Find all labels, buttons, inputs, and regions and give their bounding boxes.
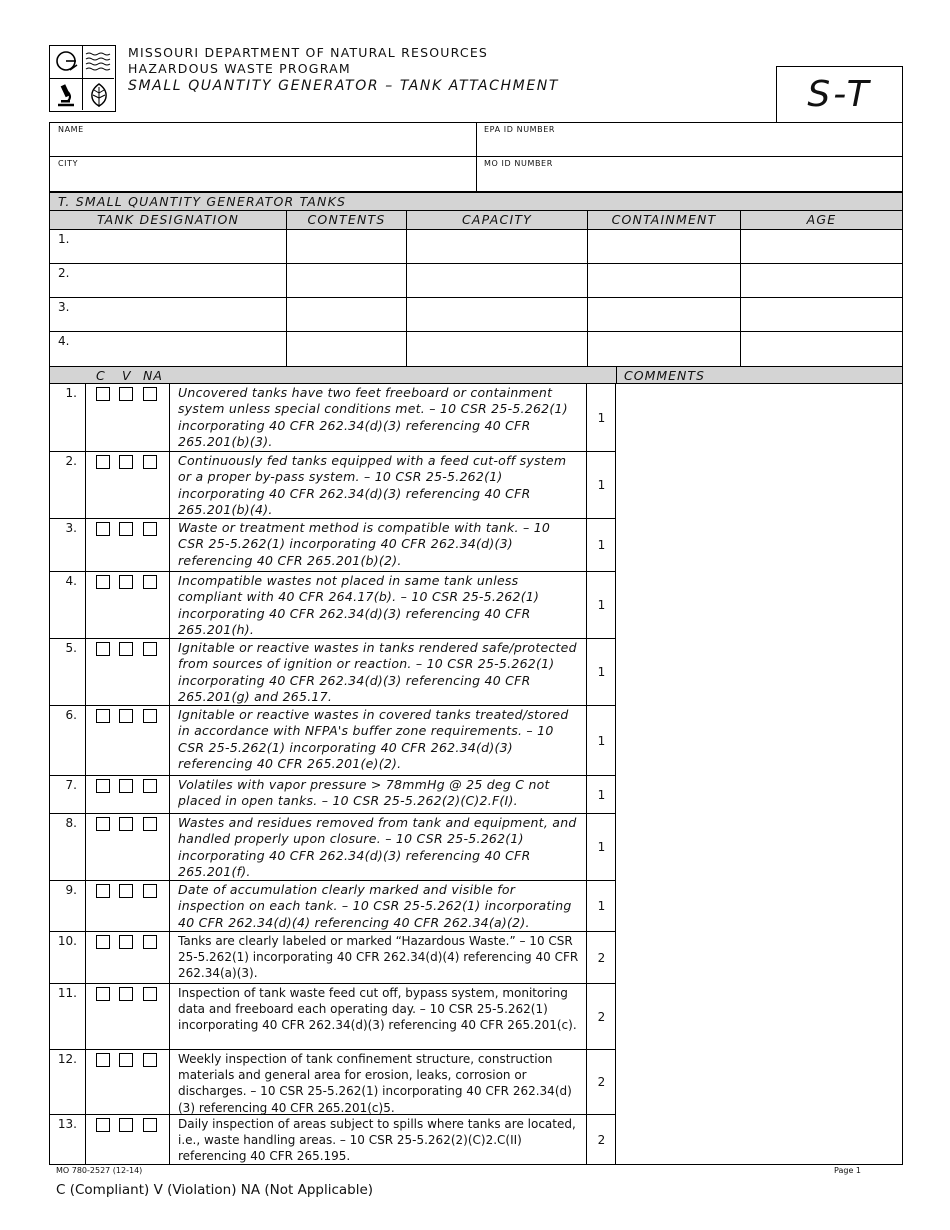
compliant-checkbox[interactable]	[96, 642, 110, 656]
tank-row	[50, 298, 902, 332]
sun-icon	[50, 46, 82, 78]
item-text: Waste or treatment method is compatible with tank. – 10 CSR 25-5.262(1) incorporating 40 CFR 262.34(d)(3) referencing 40 CFR 265.201(b)(2).	[178, 520, 551, 568]
form-number: MO 780-2527 (12-14)	[56, 1166, 143, 1175]
capacity-cell[interactable]	[407, 298, 588, 331]
compliant-checkbox[interactable]	[96, 1053, 110, 1067]
violation-checkbox[interactable]	[119, 575, 133, 589]
capacity-cell[interactable]	[407, 230, 588, 263]
tank-table	[49, 210, 903, 367]
item-number: 4.	[50, 572, 86, 638]
not-applicable-checkbox[interactable]	[143, 817, 157, 831]
checklist-item	[49, 452, 616, 519]
not-applicable-checkbox[interactable]	[143, 779, 157, 793]
compliant-checkbox[interactable]	[96, 387, 110, 401]
item-number: 6.	[50, 706, 86, 775]
item-number: 12.	[50, 1050, 86, 1114]
not-applicable-checkbox[interactable]	[143, 455, 157, 469]
containment-cell[interactable]	[588, 332, 741, 366]
contents-cell[interactable]	[287, 230, 407, 263]
leaf-icon	[83, 79, 115, 111]
checklist-item	[49, 932, 616, 984]
dnr-logo	[49, 45, 116, 112]
compliant-checkbox[interactable]	[96, 884, 110, 898]
item-level: 2	[586, 932, 616, 983]
agency-name: MISSOURI DEPARTMENT OF NATURAL RESOURCES	[128, 45, 489, 60]
item-text: Continuously fed tanks equipped with a feed cut-off system or a proper by-pass system. – 10 CSR 25-5.262(1) incorporating 40 CFR 262.34(d)(3) referencing 40 CFR 265.201(b)(4).	[178, 453, 567, 518]
item-text: Incompatible wastes not placed in same tank unless compliant with 40 CFR 264.17(b). – 10 CSR 25-5.262(1) incorporating 40 CFR 262.34(d)(3) referencing 40 CFR 265.201(h).	[178, 573, 540, 638]
tank-row	[50, 264, 902, 298]
item-level: 1	[586, 881, 616, 931]
checklist-item	[49, 639, 616, 706]
program-name: HAZARDOUS WASTE PROGRAM	[128, 61, 351, 76]
col-containment: CONTAINMENT	[588, 211, 741, 229]
checklist	[49, 384, 616, 1165]
item-number: 8.	[50, 814, 86, 880]
not-applicable-checkbox[interactable]	[143, 1118, 157, 1132]
not-applicable-checkbox[interactable]	[143, 884, 157, 898]
not-applicable-checkbox[interactable]	[143, 709, 157, 723]
name-field[interactable]: NAME	[58, 125, 84, 134]
item-number: 11.	[50, 984, 86, 1049]
violation-checkbox[interactable]	[119, 987, 133, 1001]
city-field[interactable]: CITY	[58, 159, 79, 168]
tank-table-header	[50, 211, 902, 230]
checklist-header	[49, 366, 903, 384]
violation-checkbox[interactable]	[119, 455, 133, 469]
item-level: 1	[586, 572, 616, 638]
water-icon	[83, 46, 115, 78]
contents-cell[interactable]	[287, 264, 407, 297]
item-level: 1	[586, 452, 616, 518]
comments-area[interactable]	[615, 384, 903, 1165]
violation-checkbox[interactable]	[119, 522, 133, 536]
age-cell[interactable]	[741, 230, 902, 263]
compliant-checkbox[interactable]	[96, 522, 110, 536]
violation-checkbox[interactable]	[119, 884, 133, 898]
item-number: 7.	[50, 776, 86, 813]
item-number: 1.	[50, 384, 86, 451]
violation-checkbox[interactable]	[119, 935, 133, 949]
item-number: 13.	[50, 1115, 86, 1164]
containment-cell[interactable]	[588, 264, 741, 297]
epa-id-field[interactable]: EPA ID NUMBER	[484, 125, 556, 134]
form-title: SMALL QUANTITY GENERATOR – TANK ATTACHMENT	[128, 78, 559, 94]
tank-designation-cell[interactable]: 2.	[50, 264, 287, 297]
not-applicable-checkbox[interactable]	[143, 387, 157, 401]
comments-label: COMMENTS	[624, 368, 705, 383]
checklist-item	[49, 984, 616, 1050]
item-level: 1	[586, 814, 616, 880]
col-age: AGE	[806, 212, 837, 227]
violation-checkbox[interactable]	[119, 642, 133, 656]
containment-cell[interactable]	[588, 230, 741, 263]
item-level: 2	[586, 1050, 616, 1114]
item-text: Ignitable or reactive wastes in tanks rendered safe/protected from sources of ignition or reaction. – 10 CSR 25-5.262(1) incorporating 40 CFR 262.34(d)(3) referencing 40 CFR 265.201(g) and 265.17.	[178, 640, 577, 705]
capacity-cell[interactable]	[407, 264, 588, 297]
violation-checkbox[interactable]	[119, 1118, 133, 1132]
violation-checkbox[interactable]	[119, 779, 133, 793]
item-text: Volatiles with vapor pressure > 78mmHg @ 25 deg C not placed in open tanks. – 10 CSR 25-5.262(2)(C)2.F(I).	[178, 777, 550, 809]
not-applicable-checkbox[interactable]	[143, 935, 157, 949]
checklist-item	[49, 384, 616, 452]
tank-designation-cell[interactable]: 4.	[50, 332, 287, 366]
page-number: Page 1	[834, 1166, 861, 1175]
checklist-item	[49, 814, 616, 881]
item-text: Wastes and residues removed from tank and equipment, and handled properly upon closure. – 10 CSR 25-5.262(1) incorporating 40 CFR 262.34(d)(3) referencing 40 CFR 265.201(f).	[178, 815, 577, 880]
compliant-checkbox[interactable]	[96, 817, 110, 831]
item-level: 1	[586, 519, 616, 571]
item-level: 2	[586, 984, 616, 1049]
col-compliant: C	[96, 368, 106, 383]
col-not-applicable: NA	[143, 368, 163, 383]
section-title: T. SMALL QUANTITY GENERATOR TANKS	[49, 192, 903, 211]
age-cell[interactable]	[741, 298, 902, 331]
violation-checkbox[interactable]	[119, 709, 133, 723]
contents-cell[interactable]	[287, 332, 407, 366]
compliant-checkbox[interactable]	[96, 575, 110, 589]
facility-info	[49, 122, 903, 192]
violation-checkbox[interactable]	[119, 1053, 133, 1067]
item-text: Date of accumulation clearly marked and visible for inspection on each tank. – 10 CSR 25-5.262(1) incorporating 40 CFR 262.34(d)(4) referencing 40 CFR 262.34(a)(2).	[178, 882, 572, 930]
containment-cell[interactable]	[588, 298, 741, 331]
not-applicable-checkbox[interactable]	[143, 522, 157, 536]
compliant-checkbox[interactable]	[96, 779, 110, 793]
tank-row	[50, 332, 902, 366]
not-applicable-checkbox[interactable]	[143, 642, 157, 656]
col-capacity: CAPACITY	[407, 211, 588, 229]
col-violation: V	[122, 368, 132, 383]
item-number: 5.	[50, 639, 86, 705]
checklist-item	[49, 1115, 616, 1165]
tank-row	[50, 230, 902, 264]
col-contents: CONTENTS	[287, 211, 407, 229]
item-level: 1	[586, 384, 616, 451]
contents-cell[interactable]	[287, 298, 407, 331]
not-applicable-checkbox[interactable]	[143, 1053, 157, 1067]
item-text: Tanks are clearly labeled or marked “Hazardous Waste.” – 10 CSR 25-5.262(1) incorporating 40 CFR 262.34(d)(4) referencing 40 CFR 262.34(a)(3).	[178, 934, 579, 981]
age-cell[interactable]	[741, 264, 902, 297]
tank-designation-cell[interactable]: 1.	[50, 230, 287, 263]
mo-id-field[interactable]: MO ID NUMBER	[484, 159, 553, 168]
item-level: 1	[586, 706, 616, 775]
violation-checkbox[interactable]	[119, 817, 133, 831]
item-level: 2	[586, 1115, 616, 1164]
microscope-icon	[50, 79, 82, 111]
compliant-checkbox[interactable]	[96, 935, 110, 949]
item-level: 1	[586, 776, 616, 813]
item-number: 2.	[50, 452, 86, 518]
item-number: 9.	[50, 881, 86, 931]
violation-checkbox[interactable]	[119, 387, 133, 401]
item-level: 1	[586, 639, 616, 705]
item-text: Ignitable or reactive wastes in covered tanks treated/stored in accordance with NFPA's buffer zone requirements. – 10 CSR 25-5.262(1) incorporating 40 CFR 262.34(d)(3) referencing 40 CFR 265.201(e)(2).	[178, 707, 569, 772]
checklist-item	[49, 706, 616, 776]
item-text: Uncovered tanks have two feet freeboard or containment system unless special conditions met. – 10 CSR 25-5.262(1) incorporating 40 CFR 262.34(d)(3) referencing 40 CFR 265.201(b)(3).	[178, 385, 568, 450]
not-applicable-checkbox[interactable]	[143, 575, 157, 589]
compliant-checkbox[interactable]	[96, 455, 110, 469]
legend: C (Compliant) V (Violation) NA (Not Applicable)	[56, 1182, 374, 1198]
item-text: Inspection of tank waste feed cut off, bypass system, monitoring data and freeboard each operating day. – 10 CSR 25-5.262(1) incorporating 40 CFR 262.34(d)(3) referencing 40 CFR 265.201(c).	[178, 986, 577, 1033]
compliant-checkbox[interactable]	[96, 987, 110, 1001]
item-text: Weekly inspection of tank confinement structure, construction materials and general area for erosion, leaks, corrosion or discharges. – 10 CSR 25-5.262(1) incorporating 40 CFR 262.34(d)(3) referencing 40 CFR 265.201(c)5.	[178, 1052, 572, 1115]
compliant-checkbox[interactable]	[96, 709, 110, 723]
item-number: 10.	[50, 932, 86, 983]
checklist-item	[49, 1050, 616, 1115]
capacity-cell[interactable]	[407, 332, 588, 366]
item-text: Daily inspection of areas subject to spills where tanks are located, i.e., waste handling areas. – 10 CSR 25-5.262(2)(C)2.C(II) referencing 40 CFR 265.195.	[178, 1117, 576, 1164]
item-number: 3.	[50, 519, 86, 571]
compliant-checkbox[interactable]	[96, 1118, 110, 1132]
checklist-item	[49, 572, 616, 639]
not-applicable-checkbox[interactable]	[143, 987, 157, 1001]
tank-designation-cell[interactable]: 3.	[50, 298, 287, 331]
checklist-item	[49, 881, 616, 932]
col-tank-designation: TANK DESIGNATION	[50, 211, 287, 229]
form-code: S-T	[776, 66, 903, 123]
checklist-item	[49, 776, 616, 814]
checklist-item	[49, 519, 616, 572]
age-cell[interactable]	[741, 332, 902, 366]
